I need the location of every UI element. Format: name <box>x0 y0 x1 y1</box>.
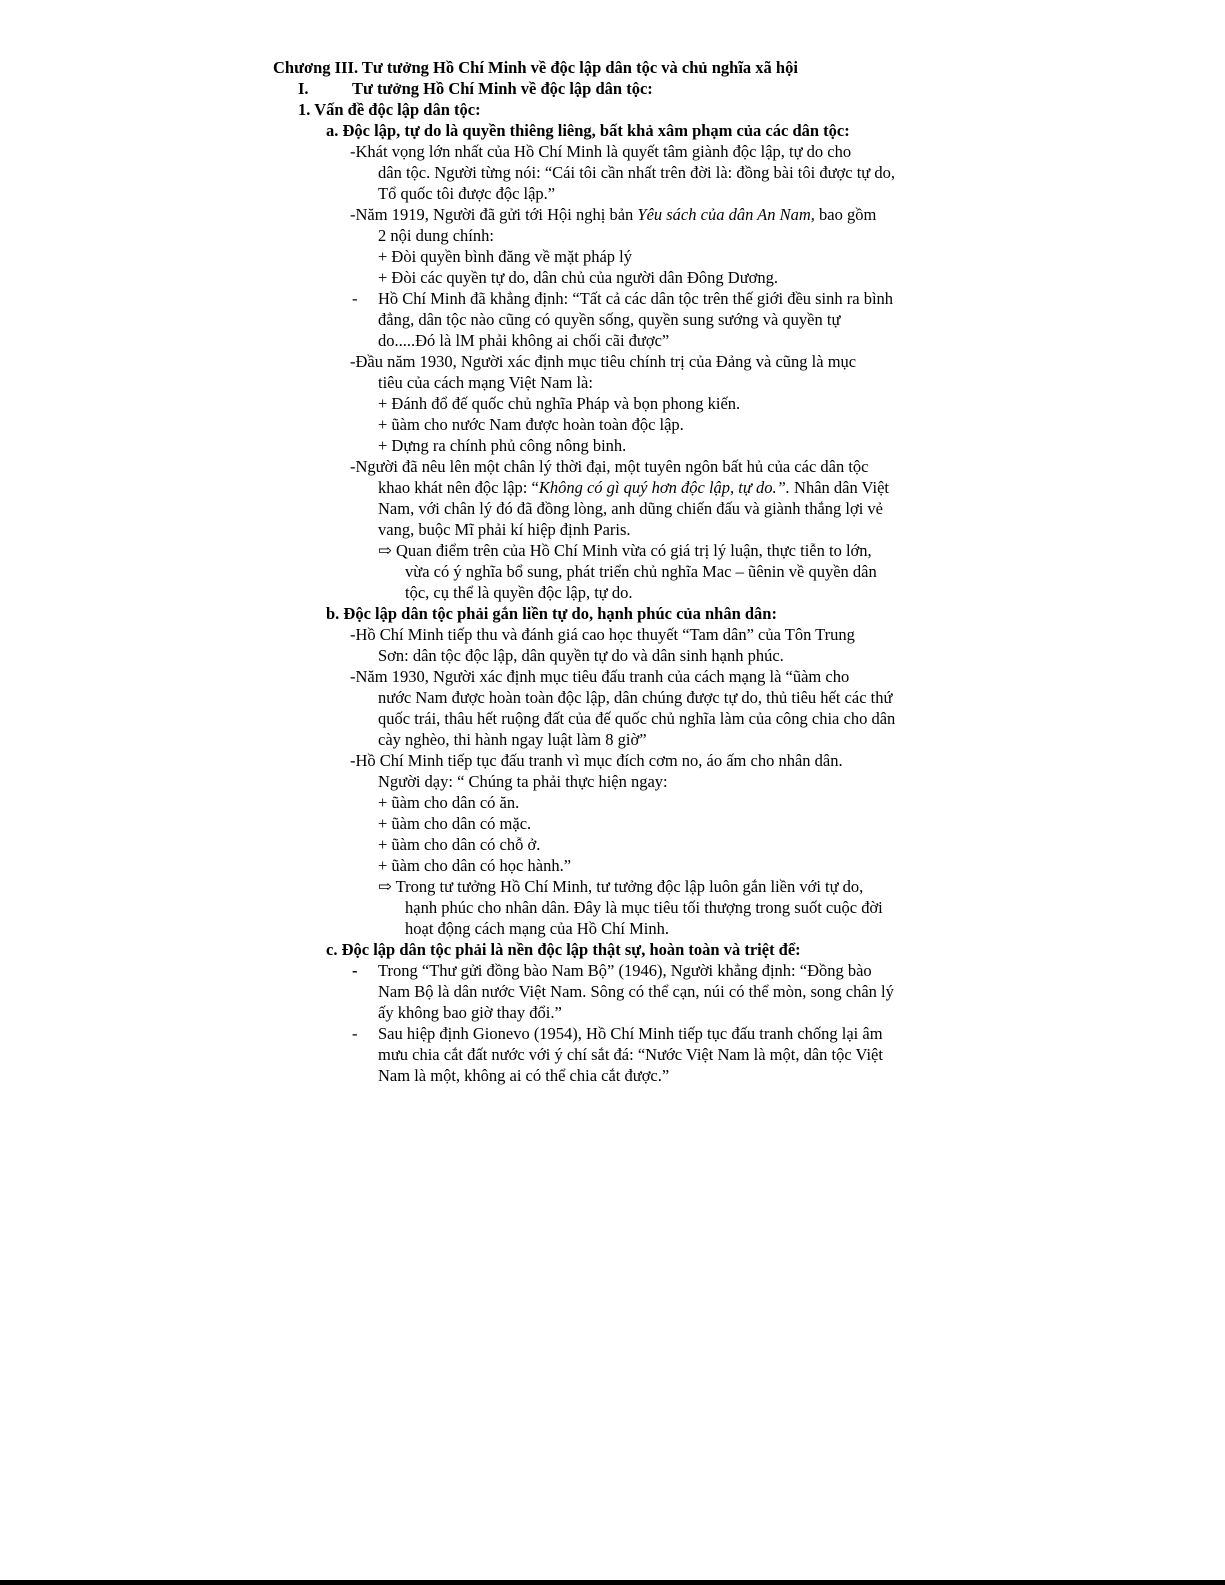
paragraph-line: do.....Đó là lM phải không ai chối cãi được” <box>378 331 670 350</box>
paragraph-line: -Đầu năm 1930, Người xác định mục tiêu chính trị của Đảng và cũng là mục <box>350 352 857 371</box>
paragraph-line: mưu chia cắt đất nước với ý chí sắt đá: “Nước Việt Nam là một, dân tộc Việt <box>378 1045 883 1064</box>
paragraph-line: nước Nam được hoàn toàn độc lập, dân chúng được tự do, thủ tiêu hết các thứ <box>378 688 893 707</box>
conclusion-line: hạnh phúc cho nhân dân. Đây là mục tiêu tối thượng trong suốt cuộc đời <box>405 898 883 917</box>
paragraph-line: Sau hiệp định Gionevo (1954), Hồ Chí Minh tiếp tục đấu tranh chống lại âm <box>378 1024 883 1043</box>
item-b-heading: b. Độc lập dân tộc phải gắn liền tự do, hạnh phúc của nhân dân: <box>326 604 777 623</box>
subsection-heading: 1. Vấn đề độc lập dân tộc: <box>298 100 481 119</box>
conclusion-line: hoạt động cách mạng của Hồ Chí Minh. <box>405 919 669 938</box>
conclusion-line: ⇨ Trong tư tưởng Hồ Chí Minh, tư tưởng độc lập luôn gắn liền với tự do, <box>378 877 864 896</box>
page-bottom-border <box>0 1580 1225 1585</box>
list-item: + ũàm cho dân có ăn. <box>378 793 520 812</box>
list-item: + ũàm cho dân có học hành.” <box>378 856 572 875</box>
paragraph-line: -Năm 1919, Người đã gửi tới Hội nghị bản Yêu sách của dân An Nam, bao gồm <box>350 205 877 224</box>
paragraph-line: Trong “Thư gửi đồng bào Nam Bộ” (1946), Người khẳng định: “Đồng bào <box>378 961 872 980</box>
list-item: + Dựng ra chính phủ công nông binh. <box>378 436 627 455</box>
section-heading: Tư tưởng Hồ Chí Minh về độc lập dân tộc: <box>352 79 653 98</box>
paragraph-line: Hồ Chí Minh đã khẳng định: “Tất cả các dân tộc trên thế giới đều sinh ra bình <box>378 289 894 308</box>
paragraph-line: Nam, với chân lý đó đã đồng lòng, anh dũng chiến đấu và giành thắng lợi vẻ <box>378 499 884 518</box>
item-a-heading: a. Độc lập, tự do là quyền thiêng liêng, bất khả xâm phạm của các dân tộc: <box>326 121 850 140</box>
dash-bullet: - <box>352 289 358 308</box>
paragraph-line: Nam Bộ là dân nước Việt Nam. Sông có thể cạn, núi có thể mòn, song chân lý <box>378 982 894 1001</box>
paragraph-line: Người dạy: “ Chúng ta phải thực hiện ngay: <box>378 772 668 791</box>
paragraph-line: Nam là một, không ai có thể chia cắt được.” <box>378 1066 670 1085</box>
conclusion-line: tộc, cụ thể là quyền độc lập, tự do. <box>405 583 633 602</box>
list-item: + ũàm cho dân có mặc. <box>378 814 532 833</box>
paragraph-line: cày nghèo, thi hành ngay luật làm 8 giờ” <box>378 730 647 749</box>
paragraph-line: tiêu của cách mạng Việt Nam là: <box>378 373 593 392</box>
list-item: + ũàm cho nước Nam được hoàn toàn độc lập. <box>378 415 684 434</box>
dash-bullet: - <box>352 1024 358 1043</box>
list-item: + Đánh đổ đế quốc chủ nghĩa Pháp và bọn phong kiến. <box>378 394 741 413</box>
list-item: + ũàm cho dân có chỗ ở. <box>378 835 541 854</box>
list-item: + Đòi quyền bình đăng về mặt pháp lý <box>378 247 633 266</box>
chapter-title: Chương III. Tư tưởng Hồ Chí Minh về độc lập dân tộc và chủ nghĩa xã hội <box>273 58 798 77</box>
paragraph-line: Tổ quốc tôi được độc lập.” <box>378 184 556 203</box>
section-number: I. <box>298 79 309 98</box>
paragraph-line: -Hồ Chí Minh tiếp thu và đánh giá cao học thuyết “Tam dân” của Tôn Trung <box>350 625 855 644</box>
conclusion-line: vừa có ý nghĩa bổ sung, phát triển chủ nghĩa Mac – ũênin về quyền dân <box>405 562 877 581</box>
dash-bullet: - <box>352 961 358 980</box>
paragraph-line: Sơn: dân tộc độc lập, dân quyền tự do và dân sinh hạnh phúc. <box>378 646 784 665</box>
item-c-heading: c. Độc lập dân tộc phải là nền độc lập thật sự, hoàn toàn và triệt để: <box>326 940 801 959</box>
conclusion-line: ⇨ Quan điểm trên của Hồ Chí Minh vừa có giá trị lý luận, thực tiễn to lớn, <box>378 541 872 560</box>
paragraph-line: vang, buộc Mĩ phải kí hiệp định Paris. <box>378 520 631 539</box>
paragraph-line: quốc trái, thâu hết ruộng đất của đế quốc chủ nghĩa làm của công chia cho dân <box>378 709 896 728</box>
paragraph-line: -Người đã nêu lên một chân lý thời đại, một tuyên ngôn bất hủ của các dân tộc <box>350 457 869 476</box>
paragraph-line: ấy không bao giờ thay đổi.” <box>378 1003 562 1022</box>
paragraph-line: -Năm 1930, Người xác định mục tiêu đấu tranh của cách mạng là “ũàm cho <box>350 667 850 686</box>
quote-italic: Không có gì quý hơn độc lập, tự do.”. <box>538 478 790 497</box>
list-item: + Đòi các quyền tự do, dân chủ của người dân Đông Dương. <box>378 268 778 287</box>
paragraph-line: đẳng, dân tộc nào cũng có quyền sống, quyền sung sướng và quyền tự <box>378 310 841 329</box>
paragraph-line: khao khát nên độc lập: “Không có gì quý hơn độc lập, tự do.”. Nhân dân Việt <box>378 478 889 497</box>
paragraph-line: 2 nội dung chính: <box>378 226 494 245</box>
paragraph-line: -Hồ Chí Minh tiếp tục đấu tranh vì mục đích cơm no, áo ấm cho nhân dân. <box>350 751 843 770</box>
paragraph-line: dân tộc. Người từng nói: “Cái tôi cần nhất trên đời là: đồng bài tôi được tự do, <box>378 163 895 182</box>
document-title-italic: Yêu sách của dân An Nam, <box>637 205 815 224</box>
paragraph-line: -Khát vọng lớn nhất của Hồ Chí Minh là quyết tâm giành độc lập, tự do cho <box>350 142 852 161</box>
